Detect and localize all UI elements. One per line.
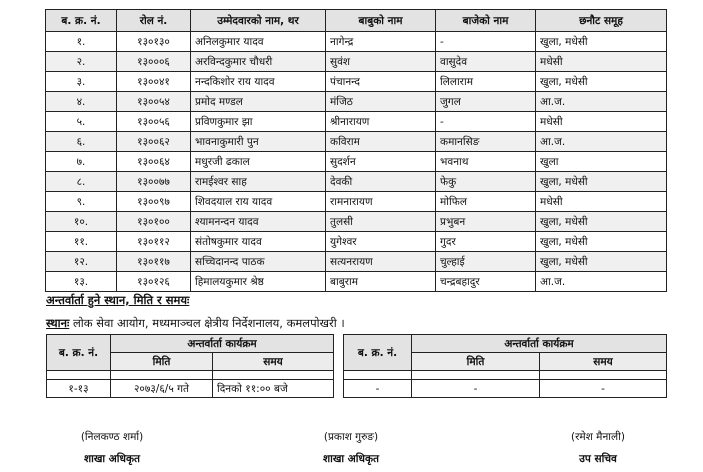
col-header-serial: ब. क्र. नं. xyxy=(46,10,117,32)
roll-cell: १३००६२ xyxy=(117,132,191,152)
col-header-group: छनौट समूह xyxy=(536,10,667,32)
col-header-roll: रोल नं. xyxy=(117,10,191,32)
schedule-right-roll: - xyxy=(344,380,412,398)
group-cell: आ.ज. xyxy=(536,92,667,112)
schedule-right-time-header: समय xyxy=(540,353,667,371)
schedule-left-date-header: मिति xyxy=(111,353,213,371)
schedule-left-time: दिनको ११:०० बजे xyxy=(213,380,334,398)
candidate-name-cell: भावनाकुमारी पुन xyxy=(191,132,326,152)
table-row xyxy=(46,32,667,52)
serial-cell: ६. xyxy=(46,132,117,152)
serial-cell: ७. xyxy=(46,152,117,172)
grandfather-name-cell: भवनाथ xyxy=(436,152,536,172)
serial-cell: २. xyxy=(46,52,117,72)
table-row xyxy=(46,212,667,232)
grandfather-name-cell: वासुदेव xyxy=(436,52,536,72)
schedule-right-row xyxy=(344,380,667,398)
schedule-right-program-header: अन्तर्वार्ता कार्यक्रम xyxy=(412,335,667,353)
group-cell: आ.ज. xyxy=(536,272,667,292)
table-row xyxy=(46,92,667,112)
schedule-right-time: - xyxy=(540,380,667,398)
group-cell: खुला, मधेसी xyxy=(536,232,667,252)
table-row xyxy=(46,232,667,252)
grandfather-name-cell: फेकु xyxy=(436,172,536,192)
father-name-cell: कविराम xyxy=(326,132,436,152)
place-label: स्थानः xyxy=(46,316,70,330)
signature-designation: शाखा अधिकृत xyxy=(83,453,141,465)
serial-cell: १. xyxy=(46,32,117,52)
candidate-name-cell: प्रविणकुमार झा xyxy=(191,112,326,132)
father-name-cell: देवकी xyxy=(326,172,436,192)
group-cell: मधेसी xyxy=(536,52,667,72)
group-cell: मधेसी xyxy=(536,112,667,132)
roll-cell: १३०००६ xyxy=(117,52,191,72)
roll-cell: १३००५४ xyxy=(117,92,191,112)
serial-cell: १२. xyxy=(46,252,117,272)
table-body xyxy=(46,32,667,292)
father-name-cell: सुदर्शन xyxy=(326,152,436,172)
serial-cell: ५. xyxy=(46,112,117,132)
father-name-cell: पंचानन्द xyxy=(326,72,436,92)
grandfather-name-cell: - xyxy=(436,32,536,52)
father-name-cell: तुलसी xyxy=(326,212,436,232)
interview-heading: अन्तर्वार्ता हुने स्थान, मिति र समयः xyxy=(46,293,190,307)
roll-cell: १३०१०० xyxy=(117,212,191,232)
candidate-name-cell: अनिलकुमार यादव xyxy=(191,32,326,52)
group-cell: खुला, मधेसी xyxy=(536,252,667,272)
signature-designation: शाखा अधिकृत xyxy=(322,453,380,465)
signature-block-2 xyxy=(291,430,411,466)
candidate-name-cell: सच्चिदानन्द पाठक xyxy=(191,252,326,272)
roll-cell: १३००७७ xyxy=(117,172,191,192)
roll-cell: १३०१२६ xyxy=(117,272,191,292)
candidate-name-cell: रामईश्वर साह xyxy=(191,172,326,192)
serial-cell: ३. xyxy=(46,72,117,92)
group-cell: खुला, मधेसी xyxy=(536,172,667,192)
table-header-row xyxy=(46,10,667,32)
signature-block-1 xyxy=(52,430,172,466)
signature-name: (प्रकाश गुरुङ) xyxy=(323,431,379,443)
father-name-cell: सुवंश xyxy=(326,52,436,72)
grandfather-name-cell: जुगल xyxy=(436,92,536,112)
grandfather-name-cell: प्रभुबन xyxy=(436,212,536,232)
father-name-cell: बाबुराम xyxy=(326,272,436,292)
group-cell: मधेसी xyxy=(536,192,667,212)
group-cell: खुला, मधेसी xyxy=(536,72,667,92)
col-header-father-name: बाबुको नाम xyxy=(326,10,436,32)
father-name-cell: नागेन्द्र xyxy=(326,32,436,52)
schedule-right-date: - xyxy=(412,380,540,398)
roll-cell: १३००६४ xyxy=(117,152,191,172)
candidate-name-cell: हिमालयकुमार श्रेष्ठ xyxy=(191,272,326,292)
table-row xyxy=(46,192,667,212)
place-value: लोक सेवा आयोग, मध्यमाञ्चल क्षेत्रीय निर्देशनालय, कमलपोखरी । xyxy=(72,316,345,330)
interview-place xyxy=(46,316,345,331)
father-name-cell: मंजिठ xyxy=(326,92,436,112)
grandfather-name-cell: गुदर xyxy=(436,232,536,252)
schedule-right-date-header: मिति xyxy=(412,353,540,371)
candidate-name-cell: प्रमोद मण्डल xyxy=(191,92,326,112)
signature-designation: उप सचिव xyxy=(579,453,617,465)
grandfather-name-cell: कमानसिङ xyxy=(436,132,536,152)
roll-cell: १३००९७ xyxy=(117,192,191,212)
grandfather-name-cell: लिलाराम xyxy=(436,72,536,92)
table-row xyxy=(46,152,667,172)
grandfather-name-cell: मोफिल xyxy=(436,192,536,212)
serial-cell: १३. xyxy=(46,272,117,292)
table-row xyxy=(46,72,667,92)
table-row xyxy=(46,172,667,192)
grandfather-name-cell: चुल्हाई xyxy=(436,252,536,272)
table-row xyxy=(46,132,667,152)
signature-name: (रमेश मैनाली) xyxy=(571,431,625,443)
roll-cell: १३०११७ xyxy=(117,252,191,272)
serial-cell: ११. xyxy=(46,232,117,252)
father-name-cell: युगेश्वर xyxy=(326,232,436,252)
group-cell: आ.ज. xyxy=(536,132,667,152)
candidate-name-cell: मधुरजी ढकाल xyxy=(191,152,326,172)
col-header-grandfather-name: बाजेको नाम xyxy=(436,10,536,32)
candidate-name-cell: संतोषकुमार यादव xyxy=(191,232,326,252)
table-row xyxy=(46,252,667,272)
schedule-table-left xyxy=(46,334,334,398)
schedule-left-row xyxy=(47,380,334,398)
col-header-candidate-name: उम्मेदवारको नाम, थर xyxy=(191,10,326,32)
father-name-cell: सत्यनरायण xyxy=(326,252,436,272)
grandfather-name-cell: चन्द्रबहादुर xyxy=(436,272,536,292)
roll-cell: १३००५६ xyxy=(117,112,191,132)
schedule-left-roll-header: ब. क्र. नं. xyxy=(47,335,111,371)
serial-cell: १०. xyxy=(46,212,117,232)
candidate-table xyxy=(45,9,667,292)
schedule-table-right xyxy=(343,334,667,398)
schedule-left-date: २०७३/६/५ गते xyxy=(111,380,213,398)
signature-block-3 xyxy=(538,430,658,466)
signature-name: (निलकण्ठ शर्मा) xyxy=(80,431,144,443)
serial-cell: ९. xyxy=(46,192,117,212)
schedule-right-roll-header: ब. क्र. नं. xyxy=(344,335,412,371)
serial-cell: ४. xyxy=(46,92,117,112)
schedule-left-time-header: समय xyxy=(213,353,334,371)
serial-cell: ८. xyxy=(46,172,117,192)
father-name-cell: श्रीनारायण xyxy=(326,112,436,132)
candidate-name-cell: अरविन्दकुमार चौधरी xyxy=(191,52,326,72)
group-cell: खुला xyxy=(536,152,667,172)
roll-cell: १३०११२ xyxy=(117,232,191,252)
table-row xyxy=(46,272,667,292)
father-name-cell: रामनारायण xyxy=(326,192,436,212)
group-cell: खुला, मधेसी xyxy=(536,212,667,232)
grandfather-name-cell: - xyxy=(436,112,536,132)
table-row xyxy=(46,52,667,72)
group-cell: खुला, मधेसी xyxy=(536,32,667,52)
candidate-name-cell: नन्दकिशोर राय यादव xyxy=(191,72,326,92)
schedule-left-program-header: अन्तर्वार्ता कार्यक्रम xyxy=(111,335,334,353)
schedule-left-roll: १-१३ xyxy=(47,380,111,398)
roll-cell: १३०१३० xyxy=(117,32,191,52)
table-row xyxy=(46,112,667,132)
roll-cell: १३००४१ xyxy=(117,72,191,92)
candidate-name-cell: श्यामनन्दन यादव xyxy=(191,212,326,232)
candidate-name-cell: शिवदयाल राय यादव xyxy=(191,192,326,212)
